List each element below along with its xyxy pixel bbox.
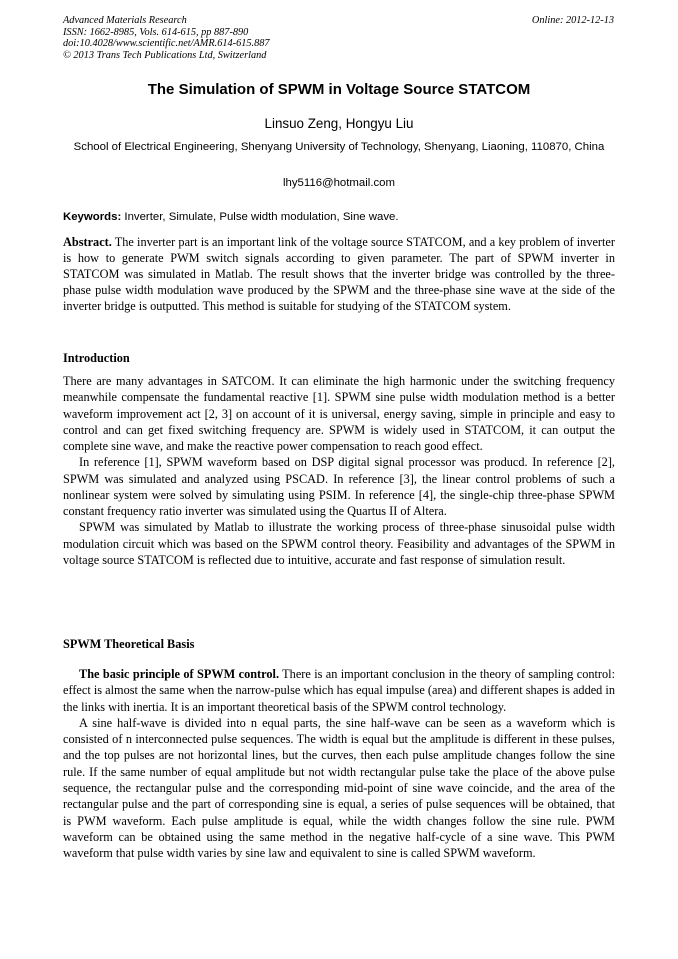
paragraph: In reference [1], SPWM waveform based on DSP digital signal processor was producd. In reference [2], SPWM was simulated and analyzed using PSCAD. In reference [3], the linear control problems of such a nonlinear system were solved by simulating using PSIM. In reference [4], the single-chip three-phase SPWM constant frequency ratio inverter was simulated using the Quartus II of Altera. <box>63 455 615 518</box>
author-name: Linsuo Zeng <box>264 116 339 131</box>
author-list <box>0 116 678 132</box>
doi-line: doi:10.4028/www.scientific.net/AMR.614-615.887 <box>63 38 270 50</box>
section-heading-spwm-basis: SPWM Theoretical Basis <box>63 637 195 651</box>
paragraph: A sine half-wave is divided into n equal parts, the sine half-wave can be seen as a waveform which is consisted of n interconnected pulse sequences. The width is equal but the amplitude is different in these pulses, and the top pulses are not horizontal lines, but the curves, then each pulse amplitude changes follow the sine rule. If the same number of equal amplitude but not width rectangular pulse take the place of the above pulse sequence, the rectangular pulse and the corresponding mid-point of sine wave coincide, and the area of the rectangular pulse and the part of corresponding sine is equal, a series of pulse sequences will be obtained, that is PWM waveform. Each pulse amplitude is equal, while the width changes follow the sine rule. PWM waveform can be obtained using the same method in the negative half-cycle of a sine wave. This PWM waveform that pulse width varies by sine law and equivalent to sine is called SPWM waveform. <box>63 715 615 861</box>
copyright-line: © 2013 Trans Tech Publications Ltd, Switzerland <box>63 49 267 61</box>
affiliation: School of Electrical Engineering, Shenyang University of Technology, Shenyang, Liaoning, 110870, China <box>73 141 605 153</box>
author-separator: , <box>338 116 342 131</box>
subsection-label: The basic principle of SPWM control. <box>79 667 280 681</box>
issn-line: ISSN: 1662-8985, Vols. 614-615, pp 887-890 <box>63 26 249 38</box>
online-date: Online: 2012-12-13 <box>531 15 614 26</box>
paragraph: There are many advantages in SATCOM. It can eliminate the high harmonic under the switching frequency meanwhile compensate the fundamental reactive [1]. SPWM sine pulse width modulation method is a better waveform improvement act [2, 3] on account of it is universal, energy saving, simple in principle and easy to control and can get fixed switching frequency are. SPWM is widely used in STATCOM, it can output the complete sine wave, and make the reactive power compensation to reach good effect. <box>63 374 615 453</box>
paragraph: SPWM was simulated by Matlab to illustrate the working process of three-phase sinusoidal pulse width modulation circuit which was based on the SPWM control theory. Feasibility and advantages of the SPWM in voltage source STATCOM is reflected due to intuitive, accurate and fast response of simulation result. <box>63 520 615 567</box>
paragraph-text: There is an important conclusion in the theory of sampling control: effect is almost the same when the narrow-pulse which has equal impulse (area) and different shapes is added in the links with inertia. It is an important theoretical basis of the SPWM control technology. <box>63 667 615 714</box>
spwm-basis-body <box>63 666 615 862</box>
abstract-label: Abstract. <box>63 235 112 249</box>
author-email: lhy5116@hotmail.com <box>282 177 396 189</box>
paper-title: The Simulation of SPWM in Voltage Source STATCOM <box>147 81 531 98</box>
section-heading-introduction: Introduction <box>63 351 130 365</box>
abstract <box>63 234 615 314</box>
abstract-text: The inverter part is an important link of the voltage source STATCOM, and a key problem of inverter is how to generate PWM switch signals according to given parameter. The part of SPWM inverter in STATCOM was simulated in Matlab. The result shows that the inverter bridge was controlled by the three-phase pulse width modulation wave produced by the SPWM and the three-phase sine wave at the side of the inverter bridge is outputted. This method is suitable for studying of the STATCOM system. <box>63 235 615 314</box>
introduction-body <box>63 373 615 568</box>
keywords-label: Keywords: <box>63 211 122 223</box>
journal-name: Advanced Materials Research <box>63 15 187 26</box>
journal-meta <box>63 15 270 61</box>
keywords-text: Inverter, Simulate, Pulse width modulation, Sine wave. <box>121 211 399 223</box>
keywords <box>63 210 615 225</box>
paragraph <box>63 666 615 715</box>
author-name: Hongyu Liu <box>341 116 414 131</box>
